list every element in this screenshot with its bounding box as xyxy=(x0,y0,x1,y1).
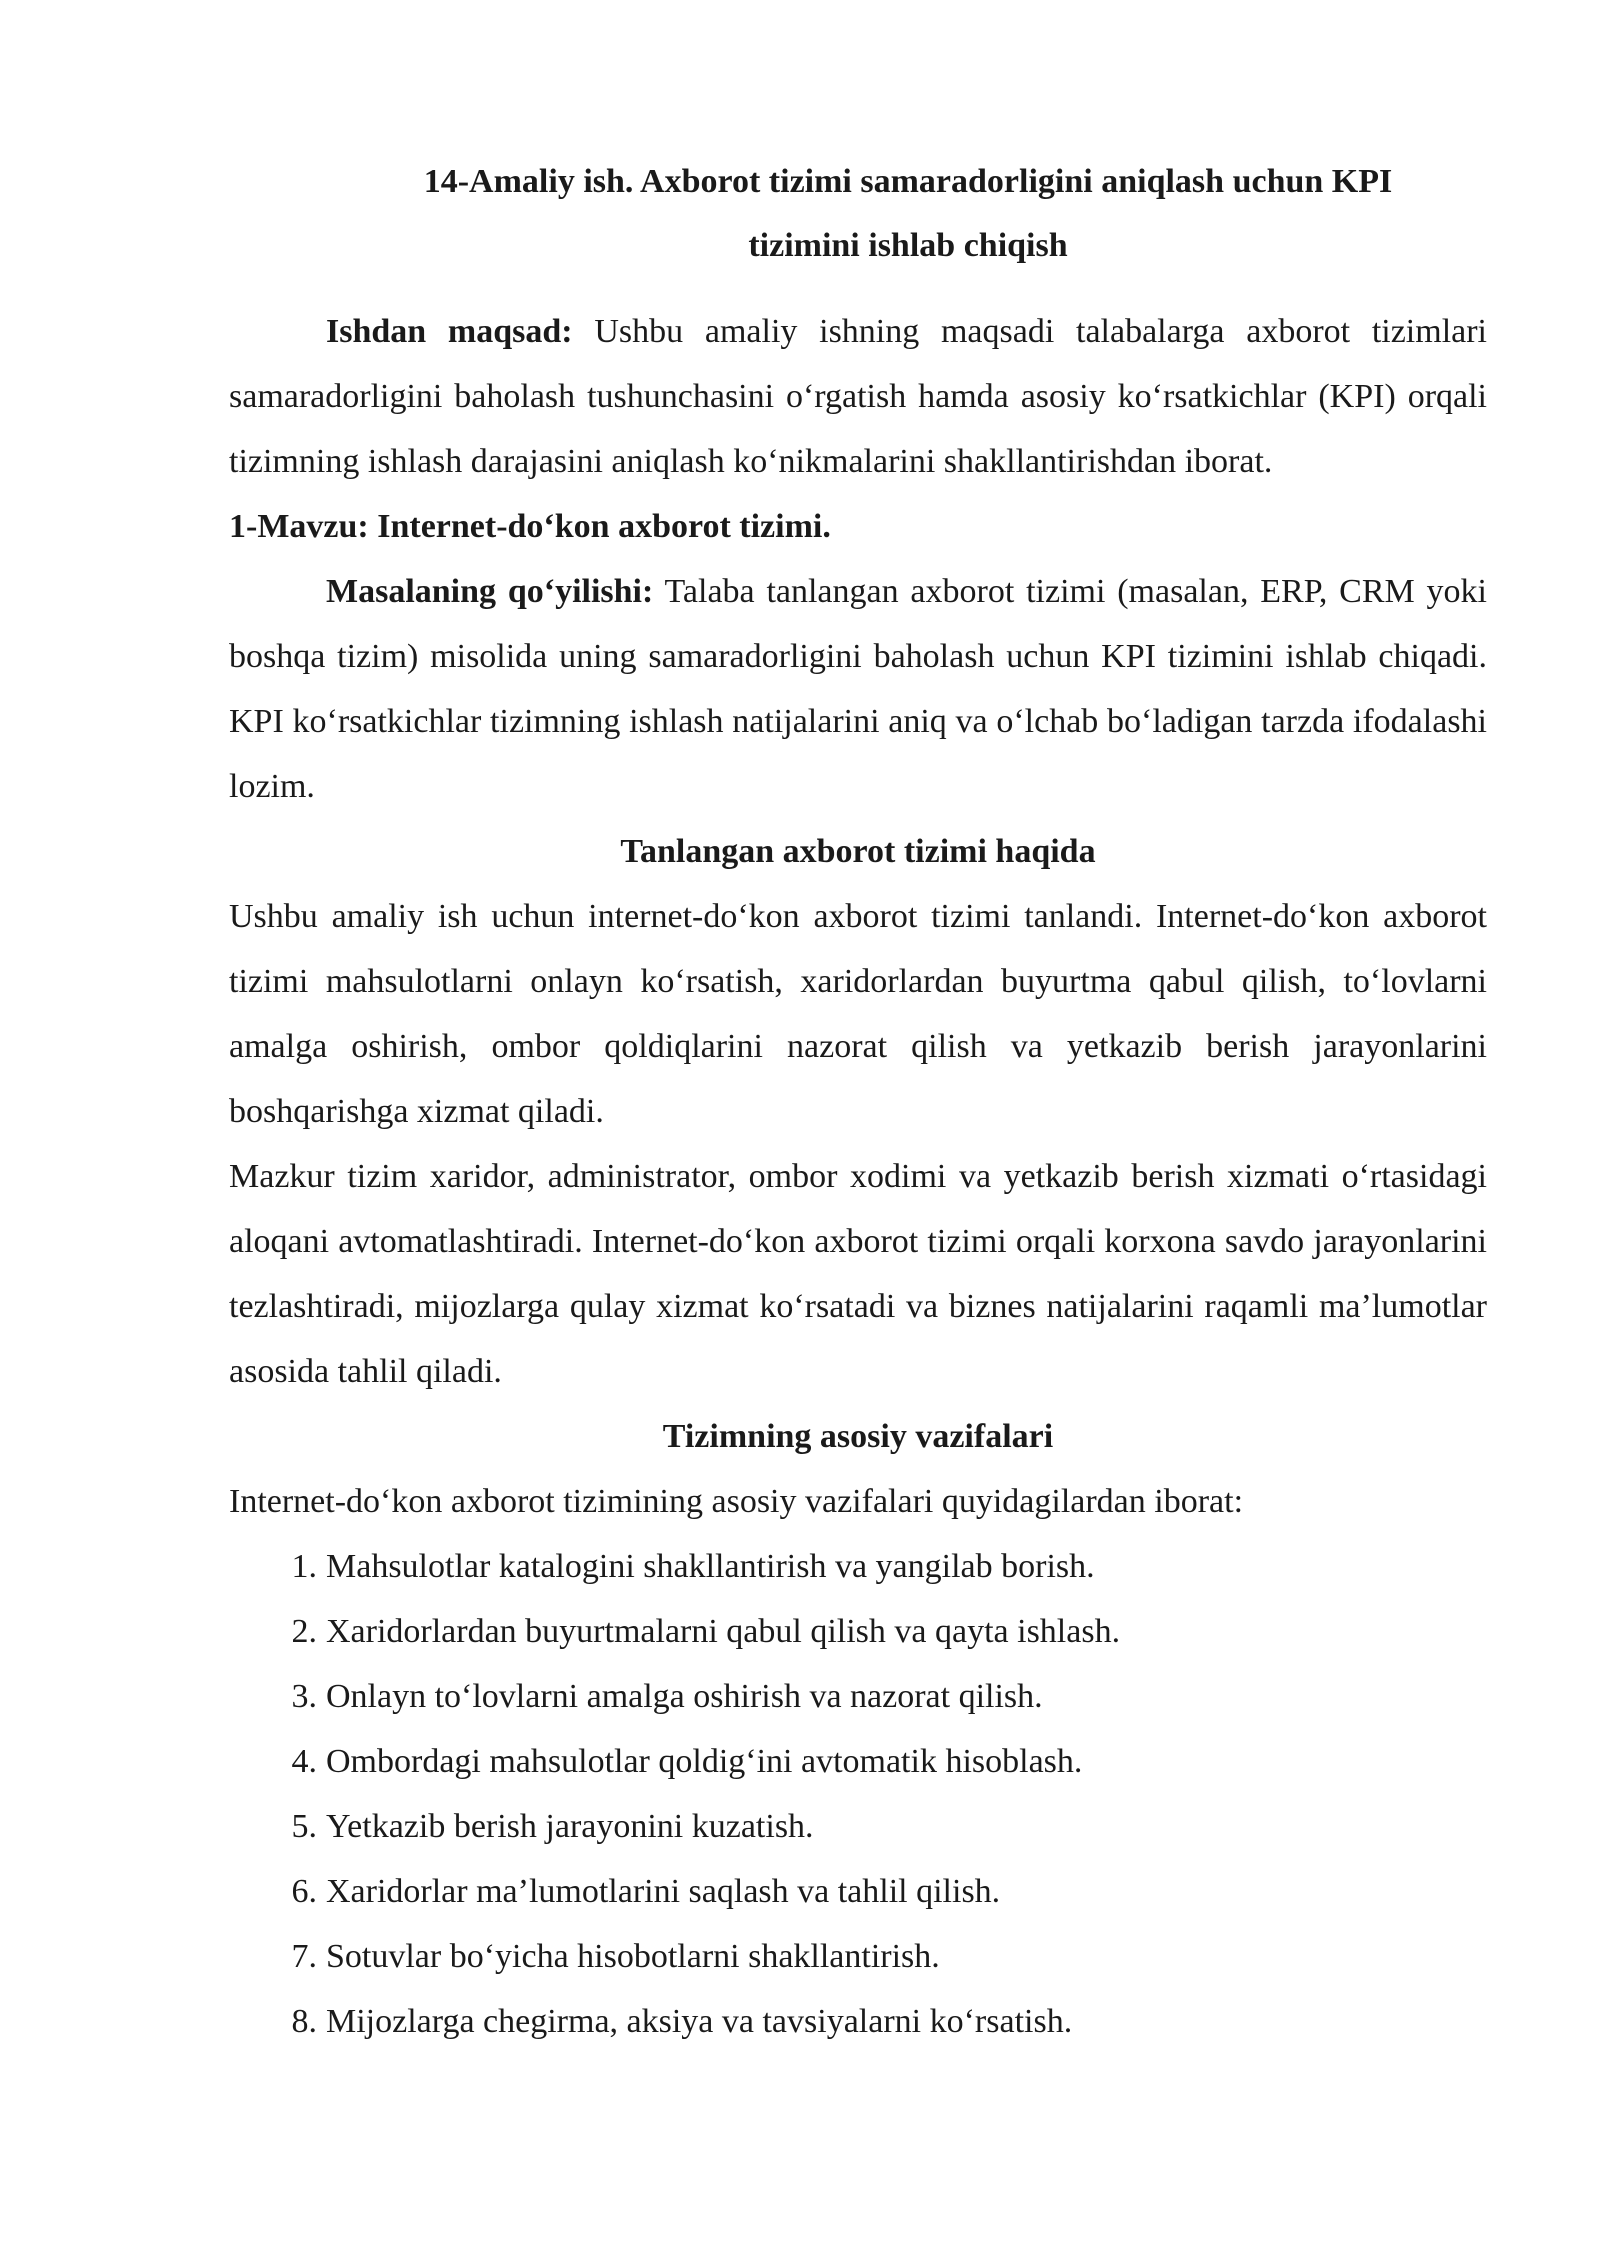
list-item-text: Sotuvlar bo‘yicha hisobotlarni shakllantirish. xyxy=(326,1938,940,1975)
about-paragraph-2: Mazkur tizim xaridor, administrator, ombor xodimi va yetkazib berish xizmati o‘rtasidagi aloqani avtomatlashtiradi. Internet-do‘kon axborot tizimi orqali korxona savdo jarayonlarini tezlashtiradi, mijozlarga qulay xizmat ko‘rsatadi va biznes natijalarini raqamli ma’lumotlar asosida tahlil qiladi. xyxy=(229,1158,1487,1390)
list-item-number: 8. xyxy=(291,2003,317,2040)
topic-heading: 1-Mavzu: Internet-do‘kon axborot tizimi. xyxy=(229,508,831,545)
title-line-1: 14-Amaliy ish. Axborot tizimi samaradorligini aniqlash uchun KPI xyxy=(423,163,1393,200)
functions-intro: Internet-do‘kon axborot tizimining asosiy vazifalari quyidagilardan iborat: xyxy=(229,1483,1244,1520)
list-item-number: 1. xyxy=(291,1548,317,1585)
list-item-text: Xaridorlardan buyurtmalarni qabul qilish va qayta ishlash. xyxy=(326,1613,1121,1650)
list-item xyxy=(229,1599,1487,1664)
goal-text: Ushbu amaliy ishning maqsadi talabalarga axborot tizimlari samaradorligini baholash tushunchasini o‘rgatish hamda asosiy ko‘rsatkichlar (KPI) orqali tizimning ishlash darajasini aniqlash ko‘nikmalarini shakllantirishdan iborat. xyxy=(229,313,1488,480)
list-item-text: Onlayn to‘lovlarni amalga oshirish va nazorat qilish. xyxy=(326,1678,1043,1715)
list-item-text: Xaridorlar ma’lumotlarini saqlash va tahlil qilish. xyxy=(326,1873,1001,1910)
list-item-text: Mijozlarga chegirma, aksiya va tavsiyalarni ko‘rsatish. xyxy=(326,2003,1073,2040)
list-item xyxy=(229,1924,1487,1989)
problem-text: Talaba tanlangan axborot tizimi (masalan, ERP, CRM yoki boshqa tizim) misolida uning samaradorligini baholash uchun KPI tizimini ishlab chiqadi. KPI ko‘rsatkichlar tizimning ishlash natijalarini aniq va o‘lchab bo‘ladigan tarzda ifodalashi lozim. xyxy=(229,573,1487,805)
list-item-number: 4. xyxy=(291,1743,317,1780)
list-item-text: Ombordagi mahsulotlar qoldig‘ini avtomatik hisoblash. xyxy=(326,1743,1083,1780)
functions-heading: Tizimning asosiy vazifalari xyxy=(662,1418,1054,1455)
list-item-text: Yetkazib berish jarayonini kuzatish. xyxy=(326,1808,814,1845)
list-item-number: 5. xyxy=(291,1808,317,1845)
functions-list xyxy=(229,1534,1487,2054)
problem-paragraph xyxy=(229,559,1487,819)
about-heading: Tanlangan axborot tizimi haqida xyxy=(620,833,1096,870)
list-item xyxy=(229,1534,1487,1599)
list-item xyxy=(229,1794,1487,1859)
goal-paragraph xyxy=(229,299,1487,494)
list-item xyxy=(229,1859,1487,1924)
list-item-number: 3. xyxy=(291,1678,317,1715)
list-item-number: 2. xyxy=(291,1613,317,1650)
list-item-number: 6. xyxy=(291,1873,317,1910)
list-item xyxy=(229,1729,1487,1794)
document-title xyxy=(229,150,1487,278)
goal-label: Ishdan maqsad: xyxy=(326,313,573,350)
list-item xyxy=(229,1664,1487,1729)
about-paragraph-1: Ushbu amaliy ish uchun internet-do‘kon axborot tizimi tanlandi. Internet-do‘kon axborot tizimi mahsulotlarni onlayn ko‘rsatish, xaridorlardan buyurtma qabul qilish, to‘lovlarni amalga oshirish, ombor qoldiqlarini nazorat qilish va yetkazib berish jarayonlarini boshqarishga xizmat qiladi. xyxy=(229,898,1487,1130)
list-item-text: Mahsulotlar katalogini shakllantirish va yangilab borish. xyxy=(326,1548,1095,1585)
title-line-2: tizimini ishlab chiqish xyxy=(748,227,1068,264)
list-item xyxy=(229,1989,1487,2054)
document-body xyxy=(229,150,1487,2054)
problem-label: Masalaning qo‘yilishi: xyxy=(326,573,654,610)
list-item-number: 7. xyxy=(291,1938,317,1975)
